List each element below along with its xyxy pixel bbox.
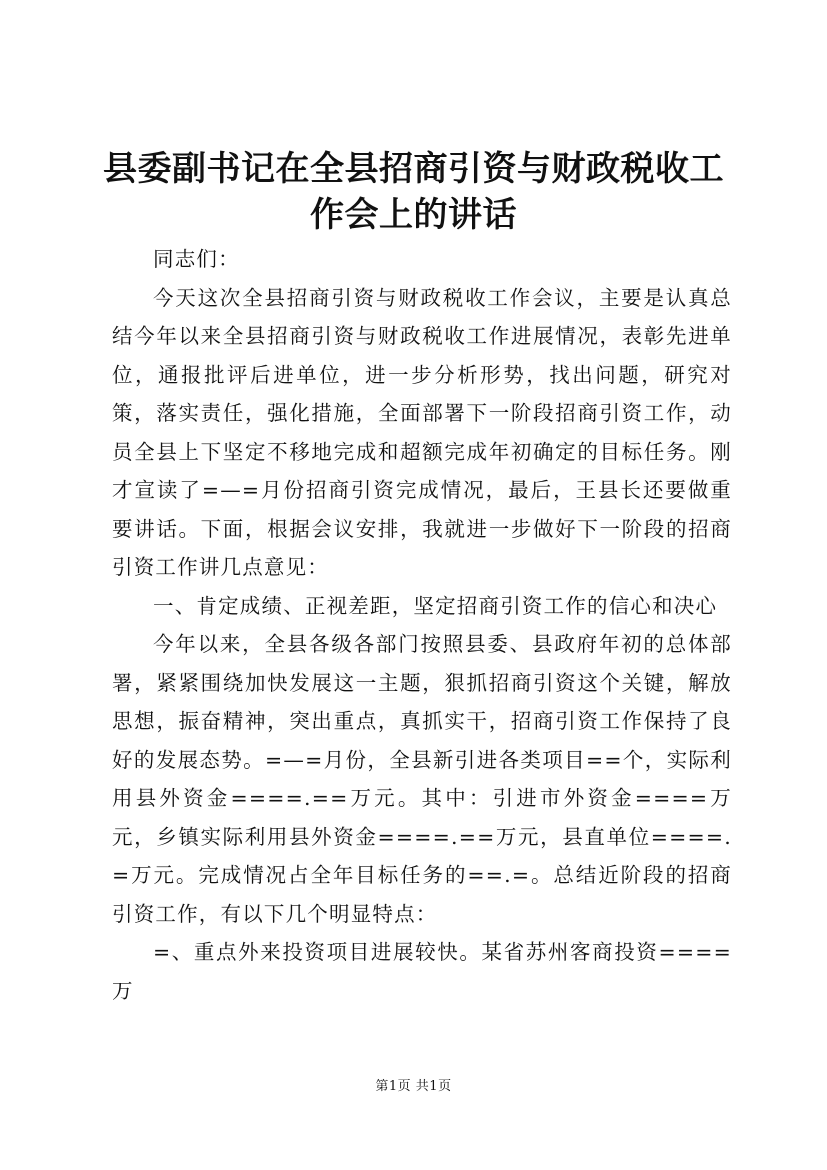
document-body (112, 240, 732, 1010)
page-footer: 第1页 共1页 (375, 1079, 452, 1094)
intro-paragraph: 今天这次全县招商引资与财政税收工作会议，主要是认真总结今年以来全县招商引资与财政税收工作进展情况，表彰先进单位，通报批评后进单位，进一步分析形势，找出问题，研究对策，落实责任，强化措施，全面部署下一阶段招商引资工作，动员全县上下坚定不移地完成和超额完成年初确定的目标任务。刚才宣读了=—=月份招商引资完成情况，最后，王县长还要做重要讲话。下面，根据会议安排，我就进一步做好下一阶段的招商引资工作讲几点意见： (112, 285, 732, 579)
document-title: 县委副书记在全县招商引资与财政税收工作会上的讲话 (103, 149, 724, 235)
salutation-paragraph: 同志们： (153, 247, 240, 271)
point-paragraph: =、重点外来投资项目进展较快。某省苏州客商投资====万 (112, 940, 732, 1003)
section-heading: 一、肯定成绩、正视差距，坚定招商引资工作的信心和决心 (153, 593, 718, 618)
section-paragraph: 今年以来，全县各级各部门按照县委、县政府年初的总体部署，紧紧围绕加快发展这一主题，狠抓招商引资这个关键，解放思想，振奋精神，突出重点，真抓实干，招商引资工作保持了良好的发展态势。=—=月份，全县新引进各类项目==个，实际利用县外资金====.==万元。其中：引进市外资金====万元，乡镇实际利用县外资金====.==万元，县直单位====.=万元。完成情况占全年目标任务的==.=。总结近阶段的招商引资工作，有以下几个明显特点： (112, 632, 732, 926)
